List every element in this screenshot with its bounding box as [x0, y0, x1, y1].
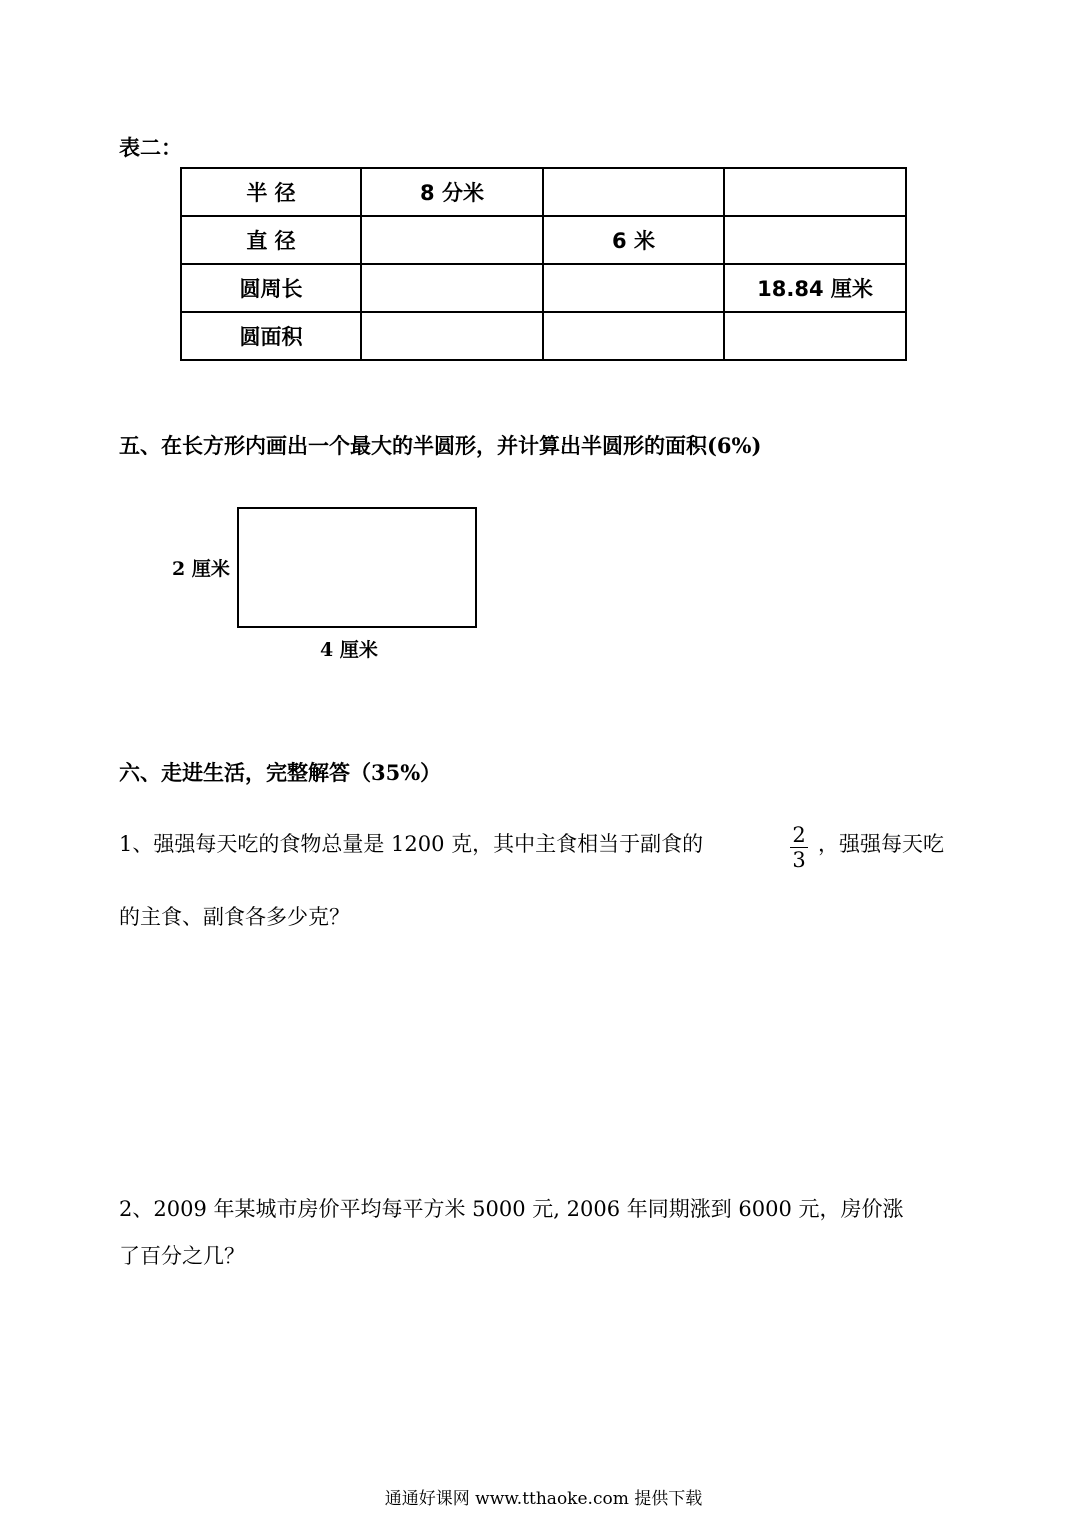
- table-cell: [361, 312, 543, 360]
- footer-source: 通通好课网 www.tthaoke.com 提供下载: [384, 1489, 703, 1509]
- table-row: [181, 312, 906, 360]
- q1-text-after: ，强强每天吃: [818, 832, 944, 856]
- section5-heading: 五、在长方形内画出一个最大的半圆形，并计算出半圆形的面积(6%): [119, 433, 762, 458]
- rect-width-label: 4 厘米: [320, 639, 378, 661]
- table-cell: [543, 312, 724, 360]
- table-cell: 6 米: [543, 216, 724, 264]
- table-cell: [724, 216, 906, 264]
- table-row: [181, 264, 906, 312]
- q2-line2: 了百分之几？: [119, 1244, 245, 1268]
- row-label: 圆面积: [181, 312, 361, 360]
- fraction-two-thirds: [790, 824, 808, 871]
- table-row: [181, 168, 906, 216]
- fraction-numerator: 2: [792, 823, 806, 847]
- table-cell: [724, 168, 906, 216]
- table-row: [181, 216, 906, 264]
- section6-heading: 六、走进生活，完整解答（35%）: [119, 760, 442, 785]
- q1-text-before: 1、强强每天吃的食物总量是 1200 克，其中主食相当于副食的: [119, 832, 704, 856]
- table-cell: [543, 264, 724, 312]
- table-cell: [724, 312, 906, 360]
- q2-line1: 2、2009 年某城市房价平均每平方米 5000 元, 2006 年同期涨到 6000 元，房价涨: [119, 1197, 904, 1221]
- q1-line2: 的主食、副食各多少克？: [119, 905, 350, 929]
- q1-line1: [119, 828, 703, 858]
- rectangle-drawing-area: [237, 507, 477, 628]
- table-cell: 18.84 厘米: [724, 264, 906, 312]
- table-cell: [361, 264, 543, 312]
- rect-height-label: 2 厘米: [172, 558, 230, 580]
- fraction-denominator: 3: [792, 848, 806, 872]
- table-caption: 表二：: [119, 135, 182, 160]
- table-cell: [361, 216, 543, 264]
- row-label: 圆周长: [181, 264, 361, 312]
- table-cell: [543, 168, 724, 216]
- row-label: 直 径: [181, 216, 361, 264]
- table-cell: 8 分米: [361, 168, 543, 216]
- row-label: 半 径: [181, 168, 361, 216]
- circle-table: [180, 167, 907, 361]
